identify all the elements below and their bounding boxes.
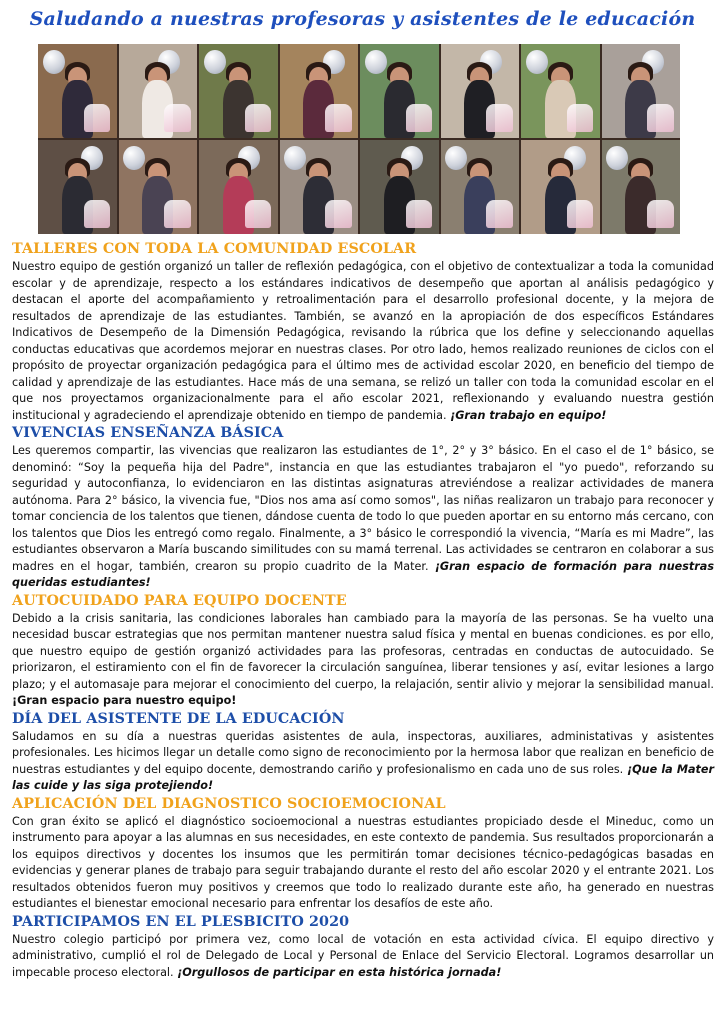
section-talleres: [12, 240, 714, 424]
section-closing: ¡Gran espacio de formación para nuestras queridas estudiantes!: [12, 559, 714, 589]
section-heading: AUTOCUIDADO PARA EQUIPO DOCENTE: [12, 592, 347, 609]
collage-photo: [280, 140, 359, 234]
section-body: [12, 443, 714, 592]
collage-photo: [360, 140, 439, 234]
section-closing: ¡Orgullosos de participar en esta histórica jornada!: [177, 965, 502, 979]
banner-title: Saludando a nuestras profesoras y asistentes de le educación: [29, 8, 696, 30]
section-text: Les queremos compartir, las vivencias que realizaron las estudiantes de 1°, 2° y 3° básico. En el caso el de 1° básico, se denominó: “Soy la pequeña hija del Padre", instancia en que las estudiantes trabajaron el "yo puedo", reforzando su seguridad y autoconfianza, lo evidenciaron en las distintas asignaturas atreviéndose a realizar actividades de manera autónoma. Para 2° básico, la vivencia fue, "Dios nos ama así como somos", las niñas realizaron un trabajo para reconocer y tomar conciencia de los talentos que tienen, dándose cuenta de todo lo que pueden aportar en su entorno más cercano, con los talentos que Dios les entregó como regalo. Finalmente, a 3° básico le correspondió la vivencia, “María es mi Madre”, las estudiantes observaron a María buscando similitudes con su mamá terrenal. Las actividades se centraron en colaborar a sus madres en el hogar, también, crearon su propio cuadrito de la Mater.: [12, 444, 714, 573]
articles: [12, 240, 714, 981]
section-body: [12, 932, 714, 982]
section-plebiscito: [12, 913, 714, 982]
collage-photo: [119, 44, 198, 138]
section-vivencias: [12, 424, 714, 592]
section-closing: ¡Gran espacio para nuestro equipo!: [12, 694, 237, 707]
section-text: Nuestro equipo de gestión organizó un taller de reflexión pedagógica, con el objetivo de contextualizar a toda la comunidad escolar y de aprendizaje, respecto a los estándares indicativos de desempeño que aportan al análisis pedagógico y destacan el aporte del acompañamiento y retroalimentación para el desarrollo profesional docente, y la mejora de resultados de aprendizaje de las estudiantes. También, se avanzó en la apropiación de dos específicos Estándares Indicativos de Desempeño de la Dimensión Pedagógica, revisando la rúbrica que los define y seleccionando aquellas conductas educativas que acordemos mejorar en nuestras clases. Por otro lado, hemos realizado reuniones de ciclos con el propósito de proyectar organización pedagógica para el último mes de actividad escolar 2020, en beneficio del tiempo de calidad y aprendizaje de las estudiantes. Hace más de una semana, se relizó un taller con toda la comunidad escolar en el que nos proyectamos organizacionalmente para el año escolar 2021, reflexionando y evaluando nuestra gestión institucional y agradeciendo el aprendizaje obtenido en tiempo de pandemia.: [12, 260, 714, 422]
collage-photo: [360, 44, 439, 138]
section-body: [12, 611, 714, 710]
collage-photo: [602, 140, 681, 234]
collage-photo: [199, 140, 278, 234]
collage-photo: [280, 44, 359, 138]
section-heading: TALLERES CON TODA LA COMUNIDAD ESCOLAR: [12, 241, 417, 257]
section-autocuidado: [12, 592, 714, 710]
section-asistente: [12, 710, 714, 795]
collage-photo: [199, 44, 278, 138]
collage-photo: [521, 140, 600, 234]
section-heading: PARTICIPAMOS EN EL PLESBICITO 2020: [12, 913, 350, 930]
section-heading: VIVENCIAS ENSEÑANZA BÁSICA: [12, 425, 284, 441]
collage-photo: [441, 44, 520, 138]
section-text: Debido a la crisis sanitaria, las condiciones laborales han cambiado para la mayoría de las personas. Se ha vuelto una necesidad buscar estrategias que nos permitan mantener nuestra salud física y mental en buenas condiciones. es por ello, que nuestro equipo de gestión organizó actividades para las profesoras, centradas en conductas de autocuidado. Se priorizaron, el estiramiento con el fin de favorecer la circulación sanguínea, liberar tensiones y así, evitar lesiones a largo plazo; y el automasaje para mejorar el conocimiento del cuerpo, la relajación, sentir alivio y mejorar la sensibilidad manual.: [12, 611, 714, 691]
section-text: Saludamos en su día a nuestras queridas asistentes de aula, inspectoras, auxiliares, administativas y asistentes profesionales. Les hicimos llegar un detalle como signo de reconocimiento por la hermosa labor que realizan en beneficio de nuestras estudiantes y del equipo docente, demostrando cariño y profesionalismo en cada uno de sus roles.: [12, 729, 714, 776]
section-text: Con gran éxito se aplicó el diagnóstico socioemocional a nuestras estudiantes propiciado desde el Mineduc, como un instrumento para apoyar a las alumnas en sus necesidades, en este contexto de pandemia. Sus resultados proporcionarán a los equipos directivos y docentes los insumos que les permitirán tomar decisiones técnico-pedagógicas basadas en evidencias y generar planes de trabajo para seguir trabajando durante el resto del año escolar 2020 y el entrante 2021. Los resultados obtenidos fueron muy positivos y creemos que todo lo realizado durante este año, ha generado en nuestras estudiantes el bienestar emocional necesario para enfrentar los desafíos de este año.: [12, 814, 714, 910]
section-heading: DÍA DEL ASISTENTE DE LA EDUCACIÓN: [12, 710, 345, 727]
photo-collage: [38, 44, 680, 234]
collage-photo: [441, 140, 520, 234]
section-closing: ¡Que la Mater las cuide y las siga protejiendo!: [12, 762, 714, 792]
collage-photo: [38, 44, 117, 138]
section-body: [12, 729, 714, 795]
collage-photo: [119, 140, 198, 234]
section-body: [12, 259, 714, 424]
collage-photo: [521, 44, 600, 138]
collage-photo: [38, 140, 117, 234]
section-heading: APLICACIÓN DEL DIAGNOSTICO SOCIOEMOCIONAL: [12, 795, 446, 812]
section-diagnostico: [12, 795, 714, 913]
section-text: Nuestro colegio participó por primera vez, como local de votación en esta actividad cívica. El equipo directivo y administrativo, cumplió el rol de Delegado de Local y Personal de Enlace del Servicio Electoral. Logramos desarrollar un impecable proceso electoral.: [12, 932, 714, 979]
section-closing: ¡Gran trabajo en equipo!: [450, 408, 607, 422]
section-body: [12, 814, 714, 913]
collage-photo: [602, 44, 681, 138]
